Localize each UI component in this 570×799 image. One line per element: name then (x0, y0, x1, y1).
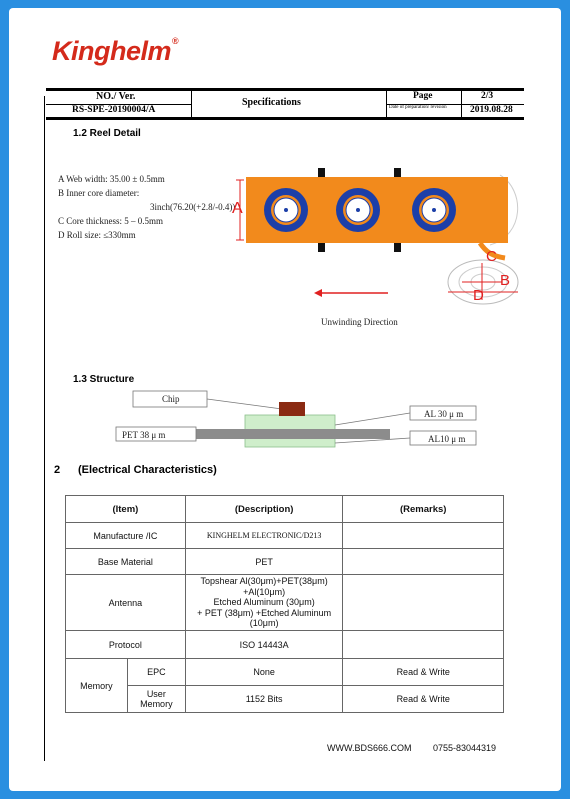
label-a: A (232, 200, 243, 217)
row-epc-desc: None (185, 659, 343, 686)
reel-spec-core-thickness: C Core thickness: 5 – 0.5mm (58, 216, 163, 226)
footer-phone: 0755-83044319 (433, 743, 497, 753)
page-label: Page (413, 91, 433, 101)
reel-spec-inner-core-value: 3inch(76.20(+2.8/-0.4)) (150, 202, 236, 212)
row-base-desc: PET (185, 549, 343, 575)
chip-die (279, 402, 305, 416)
row-epc-sub: EPC (127, 659, 185, 686)
chip-label: Chip (162, 394, 180, 404)
row-epc-remarks: Read & Write (343, 659, 504, 686)
row-protocol-item: Protocol (66, 631, 186, 659)
row-protocol-remarks (343, 631, 504, 659)
row-antenna-item: Antenna (66, 575, 186, 631)
table-row (66, 686, 504, 713)
left-margin-line (44, 96, 45, 761)
tape-tab (318, 243, 325, 252)
table-header-row (66, 496, 504, 523)
label-d: D (473, 287, 484, 304)
row-user-desc: 1152 Bits (185, 686, 343, 713)
pet-label: PET 38 μ m (122, 430, 166, 440)
date-label: Date of preparation/ revision (389, 105, 447, 110)
pet-layer (195, 429, 390, 439)
header-divider (191, 91, 192, 117)
reel-spec-web-width: A Web width: 35.00 ± 0.5mm (58, 174, 165, 184)
date-value: 2019.08.28 (470, 105, 513, 115)
electrical-characteristics-table (65, 495, 504, 713)
row-user-remarks: Read & Write (343, 686, 504, 713)
unwinding-direction-label: Unwinding Direction (321, 317, 398, 327)
table-row (66, 575, 504, 631)
reel-spec-list (58, 172, 235, 242)
footer-website: WWW.BDS666.COM (327, 743, 412, 753)
reel-spec-roll-size: D Roll size: ≤330mm (58, 230, 136, 240)
al10-label: AL10 μ m (428, 434, 466, 444)
column-header-remarks: (Remarks) (343, 496, 504, 523)
spec-header-table (46, 88, 524, 120)
table-row (66, 523, 504, 549)
header-title: Specifications (242, 97, 301, 108)
reel-diagram (230, 160, 530, 335)
structure-heading: 1.3 Structure (73, 374, 135, 385)
reel-spec-inner-core: B Inner core diameter: (58, 188, 140, 198)
section-number: 2 (54, 464, 61, 476)
row-manufacture-item: Manufacture /IC (66, 523, 186, 549)
no-ver-value: RS-SPE-20190004/A (72, 105, 156, 115)
no-ver-label: NO./ Ver. (96, 91, 136, 102)
rfid-tag (264, 188, 308, 232)
rfid-tag (412, 188, 456, 232)
rfid-tag (336, 188, 380, 232)
row-manufacture-remarks (343, 523, 504, 549)
table-row (66, 631, 504, 659)
electrical-heading: (Electrical Characteristics) (78, 464, 217, 476)
row-memory-item: Memory (66, 659, 128, 713)
kinghelm-logo: Kinghelm® (52, 36, 179, 66)
column-header-item: (Item) (66, 496, 186, 523)
label-b: B (500, 272, 511, 289)
tape-tab (394, 243, 401, 252)
row-user-sub: User Memory (127, 686, 185, 713)
row-base-item: Base Material (66, 549, 186, 575)
row-antenna-remarks (343, 575, 504, 631)
page-value: 2/3 (481, 91, 494, 101)
column-header-description: (Description) (185, 496, 343, 523)
row-base-remarks (343, 549, 504, 575)
al30-label: AL 30 μ m (424, 409, 464, 419)
row-protocol-desc: ISO 14443A (185, 631, 343, 659)
reel-detail-heading: 1.2 Reel Detail (73, 128, 141, 139)
table-row (66, 549, 504, 575)
label-c: C (486, 248, 497, 265)
row-antenna-desc: Topshear Al(30μm)+PET(38μm) +Al(10μm) Etched Aluminum (30μm) + PET (38μm) +Etched Aluminum (10μm) (185, 575, 343, 631)
tape-tab (318, 168, 325, 177)
table-row (66, 659, 504, 686)
row-manufacture-desc: KINGHELM ELECTRONIC/D213 (185, 523, 343, 549)
tape-tab (394, 168, 401, 177)
